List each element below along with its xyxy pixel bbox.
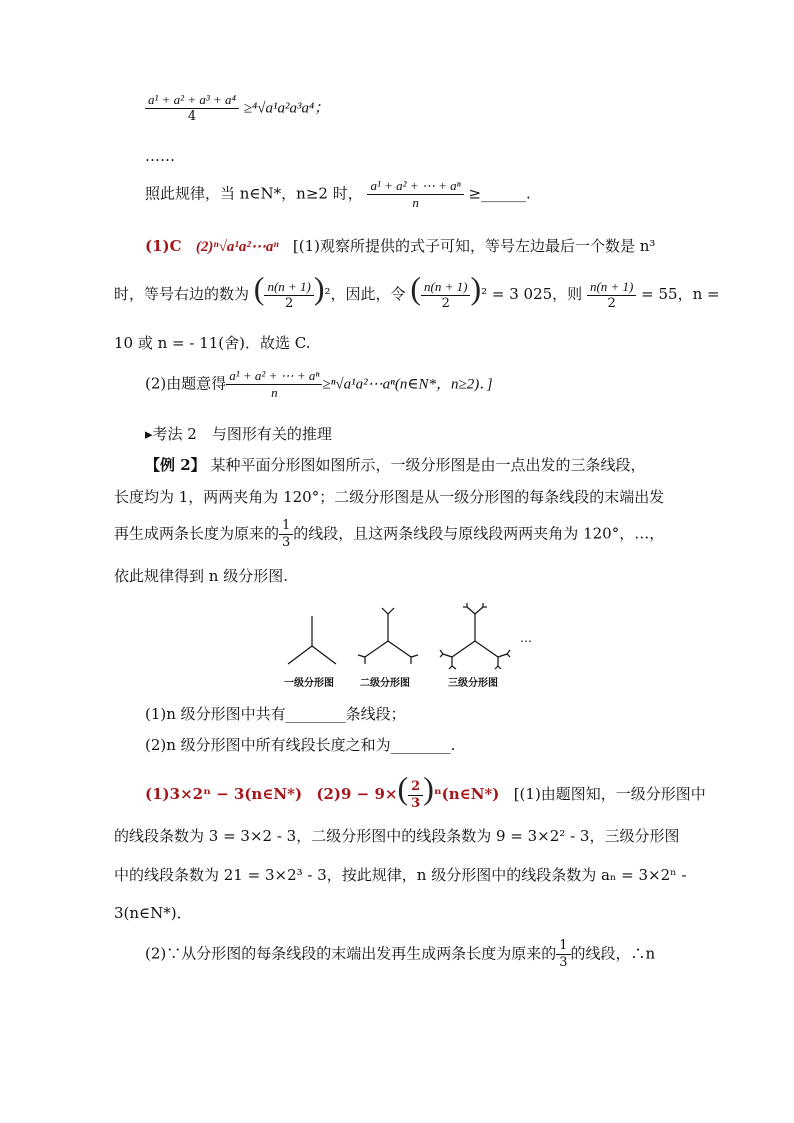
fraction — [421, 279, 470, 312]
answer-part-2-suffix: ⁿ(n∈N*) — [433, 785, 500, 803]
caption-level-2: 二级分形图 — [360, 678, 410, 689]
section-heading — [145, 424, 332, 444]
fraction-denominator: 4 — [187, 109, 197, 124]
answer-2-line-4: 3(n∈N*)． — [114, 904, 192, 922]
example-line-2: 长度均为 1，两两夹角为 120°；二级分形图是从一级分形图的每条线段的末端出发 — [114, 488, 665, 506]
text-segment: (2)由题意得 — [145, 374, 227, 393]
fraction — [556, 938, 570, 971]
text-segment: ²，因此，令 — [324, 285, 406, 303]
fractal-level-1 — [288, 616, 336, 664]
caption-level-1: 一级分形图 — [284, 678, 334, 689]
fraction-denominator: 2 — [607, 295, 616, 311]
text-segment: ≥ⁿ√a¹a²⋯aⁿ(n∈N*，n≥2)．] — [322, 376, 493, 393]
answer-2-line-2: 的线段条数为 3 = 3×2 - 3，二级分形图中的线段条数为 9 = 3×2² - 3，三级分形图 — [114, 827, 680, 845]
question-2: (2)n 级分形图中所有线段长度之和为________. — [145, 736, 456, 754]
example-label: 【例 2】 — [145, 456, 206, 474]
left-paren: ( — [253, 270, 265, 306]
fraction-denominator: 3 — [282, 535, 291, 550]
fraction-numerator: a¹ + a² + a³ + a⁴ — [145, 92, 239, 109]
fractal-level-3 — [440, 603, 510, 669]
answer-1-line-4 — [145, 368, 493, 401]
fraction-numerator: a¹ + a² + ⋯ + aⁿ — [367, 178, 463, 195]
example-line-4: 依此规律得到 n 级分形图. — [114, 567, 288, 585]
answer-2-line-5 — [145, 938, 655, 971]
text-segment: 再生成两条长度为原来的 — [114, 524, 280, 543]
text-segment: ² = 3 025，则 — [481, 285, 583, 303]
right-paren: ) — [423, 770, 434, 806]
inequality-line-4 — [145, 92, 329, 125]
answer-2-line-3: 中的线段条数为 21 = 3×2³ - 3，按此规律，n 级分形图中的线段条数为 aₙ = 3×2ⁿ - — [114, 866, 687, 884]
example-line-3 — [114, 518, 664, 551]
text-segment: 时，等号右边的数为 — [114, 285, 250, 303]
answer-part-2-prefix: (2)9 − 9× — [316, 785, 398, 803]
fraction — [279, 518, 293, 551]
figure-ellipsis: … — [520, 631, 532, 645]
answer-1-line-3: 10 或 n = - 11(舍)．故选 C. — [114, 334, 311, 352]
fraction — [226, 368, 322, 401]
text-segment: 的线段，且这两条线段与原线段两两夹角为 120°，…， — [293, 524, 665, 543]
fractal-figure — [270, 596, 540, 696]
fraction — [367, 178, 463, 211]
left-paren: ( — [410, 270, 421, 306]
fraction-numerator: 2 — [408, 779, 423, 796]
general-rule-line — [145, 178, 531, 211]
fraction-numerator: a¹ + a² + ⋯ + aⁿ — [226, 368, 322, 385]
left-paren: ( — [397, 770, 409, 806]
fraction-denominator: n — [271, 385, 278, 400]
fraction — [264, 279, 313, 312]
answer-explanation: [(1)观察所提供的式子可知，等号左边最后一个数是 n³ — [292, 237, 656, 255]
ellipsis-line: …… — [145, 147, 175, 165]
text-segment: 某种平面分形图如图所示，一级分形图是由一点出发的三条线段， — [210, 456, 646, 474]
section-title: 考法 2 与图形有关的推理 — [152, 425, 332, 443]
fraction-numerator: n(n + 1) — [421, 279, 470, 296]
rule-prefix: 照此规律，当 n∈N*，n≥2 时， — [145, 184, 363, 203]
fraction-numerator: n(n + 1) — [587, 279, 636, 296]
caption-level-3: 三级分形图 — [448, 678, 498, 689]
answer-label-2: (2)ⁿ√a¹a²⋯aⁿ — [195, 239, 279, 255]
example-line-1 — [145, 455, 645, 475]
fractal-level-2 — [358, 608, 418, 664]
fraction-denominator: 3 — [411, 795, 421, 811]
answer-1-line-1 — [145, 236, 655, 257]
fraction — [145, 92, 239, 125]
text-segment: = 55，n = — [641, 285, 720, 303]
section-marker: ▸ — [145, 425, 153, 443]
fraction-denominator: n — [412, 195, 419, 210]
right-paren: ) — [313, 270, 325, 306]
right-paren: ) — [470, 270, 482, 306]
text-segment: (2)∵从分形图的每条线段的末端出发再生成两条长度为原来的 — [145, 944, 557, 963]
answer-label-1: (1)C — [145, 237, 182, 255]
fraction-denominator: 3 — [559, 955, 568, 970]
fraction — [408, 779, 423, 812]
answer-part-1: (1)3×2ⁿ − 3(n∈N*) — [145, 785, 303, 803]
inequality-rhs: ≥⁴√a¹a²a³a⁴； — [243, 100, 330, 117]
question-1: (1)n 级分形图中共有________条线段； — [145, 705, 406, 723]
fraction-numerator: n(n + 1) — [264, 279, 313, 296]
fraction-denominator: 2 — [441, 295, 450, 311]
fraction-denominator: 2 — [285, 295, 294, 311]
rule-suffix: ≥______. — [468, 184, 531, 203]
fraction — [587, 279, 636, 312]
fraction-numerator: 1 — [556, 938, 570, 955]
text-segment: 的线段，∴n — [570, 944, 656, 963]
answer-1-line-2 — [114, 272, 720, 312]
fraction-numerator: 1 — [279, 518, 293, 535]
answer-2-line-1 — [145, 772, 706, 812]
text-segment: [(1)由题图知，一级分形图中 — [513, 785, 706, 803]
